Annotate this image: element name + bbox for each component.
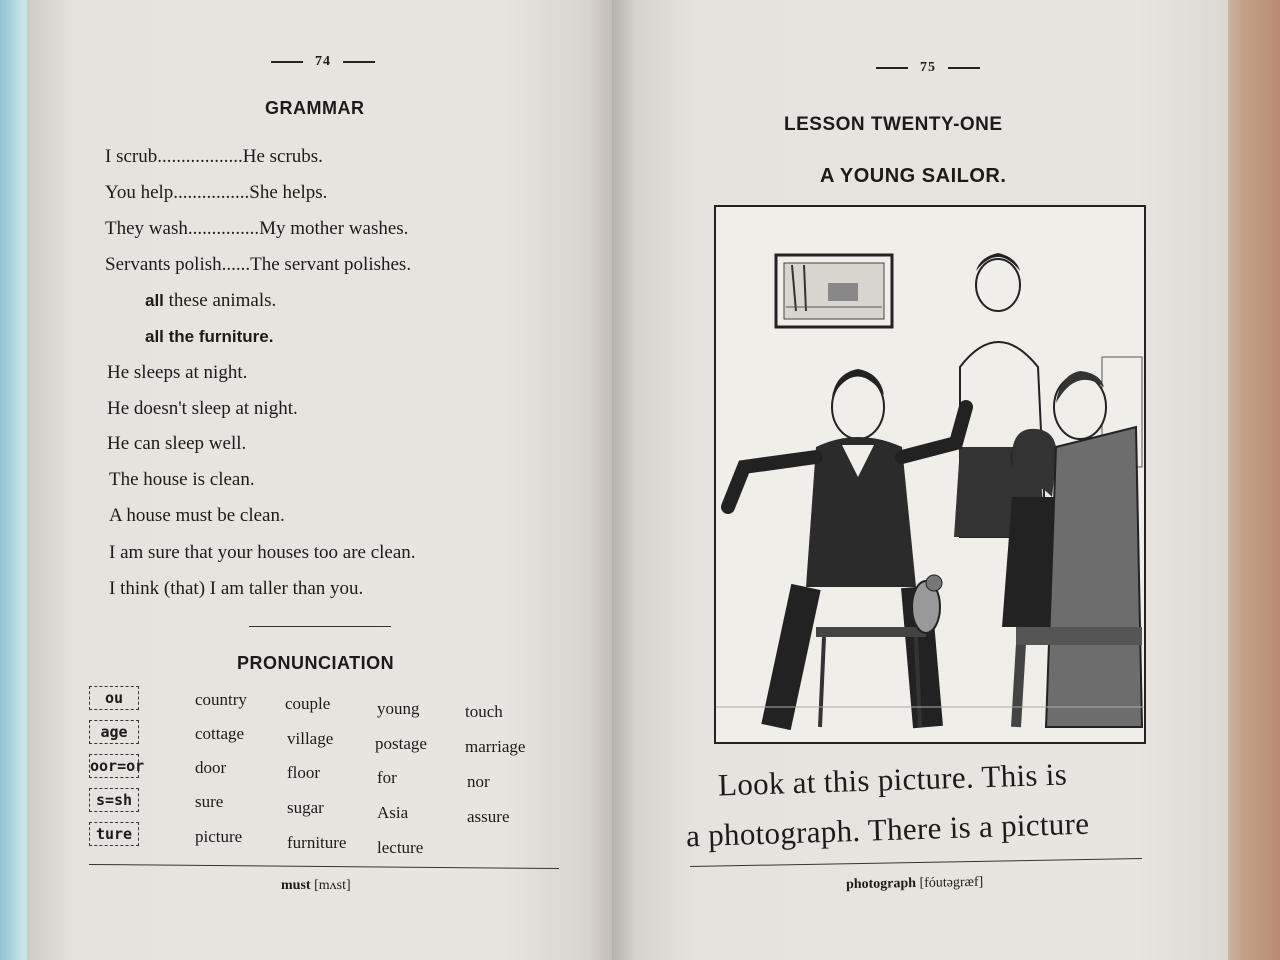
pron-word: lecture	[377, 838, 424, 857]
grammar-sentence-6: I am sure that your houses too are clean.	[109, 542, 416, 563]
pron-key-1: ou	[89, 686, 139, 710]
story-text-line-2: a photograph. There is a picture	[685, 805, 1090, 854]
pron-word: door	[195, 758, 227, 777]
pron-word: village	[287, 729, 334, 748]
page-number-left: 74	[259, 54, 387, 70]
section-divider	[249, 626, 391, 627]
pron-word: touch	[465, 702, 503, 721]
lesson-title: LESSON TWENTY-ONE	[784, 114, 1003, 135]
pron-word: nor	[467, 772, 490, 791]
pron-word: furniture	[287, 833, 347, 852]
footer-vocabulary-right: photograph [fóutəgræf]	[845, 874, 984, 893]
pronunciation-heading: PRONUNCIATION	[237, 653, 395, 673]
grammar-pair-2: You help................She helps.	[105, 182, 328, 203]
pron-word: postage	[375, 734, 427, 753]
grammar-sentence-2: He doesn't sleep at night.	[107, 398, 298, 419]
illustration-drawing	[716, 207, 1144, 742]
pron-word: sure	[195, 792, 224, 811]
grammar-sentence-4: The house is clean.	[109, 469, 255, 490]
story-title: A YOUNG SAILOR.	[820, 165, 1007, 187]
grammar-sentence-3: He can sleep well.	[107, 433, 247, 454]
grammar-sentence-7: I think (that) I am taller than you.	[109, 578, 364, 599]
pron-word: picture	[195, 827, 243, 846]
pron-word: floor	[287, 763, 321, 782]
page-number-right: 75	[864, 60, 992, 76]
pron-word: for	[377, 768, 397, 787]
pron-key-3: oor=or	[89, 754, 139, 778]
pron-key-4: s=sh	[89, 788, 139, 812]
right-page	[612, 0, 1228, 960]
grammar-pair-3: They wash...............My mother washes.	[105, 218, 409, 239]
story-text-line-1: Look at this picture. This is	[717, 756, 1068, 803]
grammar-indented-1: all these animals.	[145, 290, 277, 311]
grammar-indented-2: all the furniture.	[145, 327, 274, 346]
pron-word: marriage	[465, 737, 526, 756]
grammar-heading: GRAMMAR	[265, 98, 365, 118]
pron-key-2: age	[89, 720, 139, 744]
book-page-edges-right	[1220, 0, 1280, 960]
pron-word: Asia	[377, 803, 409, 822]
pron-word: sugar	[287, 798, 324, 817]
grammar-pair-4: Servants polish......The servant polishes.	[105, 254, 412, 275]
footer-rule-left	[89, 864, 559, 869]
footer-rule-right	[690, 858, 1142, 867]
pron-word: young	[377, 699, 420, 718]
pron-word: couple	[285, 694, 331, 713]
pron-word: cottage	[195, 724, 245, 743]
grammar-sentence-5: A house must be clean.	[109, 505, 285, 526]
grammar-sentence-1: He sleeps at night.	[107, 362, 248, 383]
sailor-family-illustration	[714, 205, 1146, 744]
pron-word: country	[195, 690, 247, 709]
footer-vocabulary-left: must [mʌst]	[281, 878, 351, 893]
pron-key-5: ture	[89, 822, 139, 846]
grammar-pair-1: I scrub..................He scrubs.	[105, 146, 323, 167]
pron-word: assure	[467, 807, 510, 826]
left-page	[24, 0, 617, 960]
